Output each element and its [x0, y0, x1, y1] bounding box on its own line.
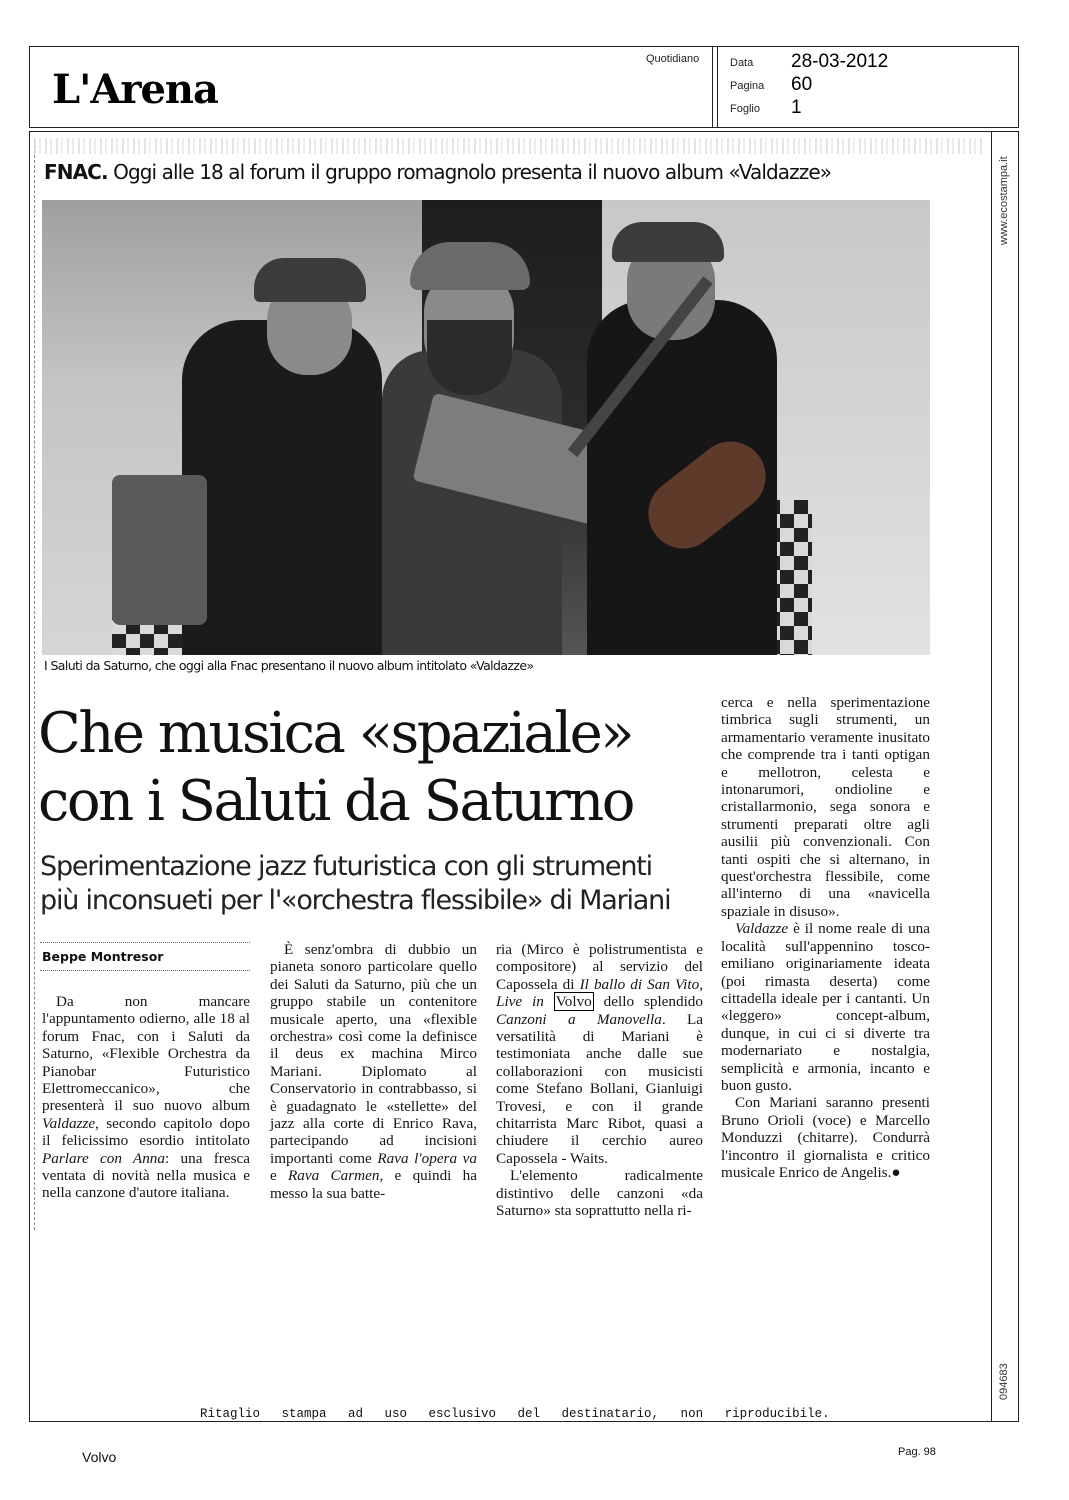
cap — [410, 242, 530, 290]
hat — [612, 222, 724, 262]
beard — [427, 320, 512, 395]
headline-line: Che musica «spaziale» — [38, 701, 633, 766]
paragraph: ria (Mirco è polistrumentista e compositore) al servizio del Capossela di Il ballo di San Vito, Live in Volvo dello splendido Canzoni a Manovella. La versatilità di Mariani è testimoniata anche dalle sue collaborazioni con musicisti come Stefano Bollani, Gianluigi Trovesi, e con il grande chitarrista Marc Ribot, quasi a chiudere il cerchio aureo Capossela - Waits. — [496, 941, 703, 1167]
kicker-tag: FNAC. — [44, 160, 108, 184]
side-strip — [992, 131, 1019, 1422]
article-subhead — [40, 850, 670, 918]
byline-divider — [40, 970, 250, 971]
meta-label-date: Data — [730, 57, 754, 69]
article-column-3 — [496, 941, 703, 1220]
suitcase — [112, 475, 207, 625]
paragraph: L'elemento radicalmente distintivo delle canzoni «da Saturno» sta soprattutto nella ri- — [496, 1167, 703, 1220]
end-mark: ● — [891, 1163, 901, 1181]
band-photo — [42, 200, 930, 655]
article-headline — [38, 700, 633, 836]
meta-label-sheet: Foglio — [730, 103, 760, 115]
musician-left — [182, 320, 382, 655]
scan-margin — [34, 140, 35, 1230]
copyright-notice: Ritaglio stampa ad uso esclusivo del destinatario, non riproducibile. — [200, 1407, 830, 1421]
article-kicker — [44, 160, 831, 184]
scan-noise — [34, 138, 984, 154]
subhead-line: Sperimentazione jazz futuristica con gli strumenti — [40, 851, 652, 882]
header-divider — [712, 46, 713, 128]
subhead-line: più inconsueti per l'«orchestra flessibile» di Mariani — [40, 885, 671, 916]
article-column-2 — [270, 941, 477, 1202]
meta-value-page: 60 — [791, 74, 813, 95]
header-divider — [717, 46, 718, 128]
client-name: Volvo — [82, 1449, 117, 1465]
paragraph: È senz'ombra di dubbio un pianeta sonoro particolare quello dei Saluti da Saturno, più che un gruppo stabile un contenitore musicale aperto, una «flexible orchestra» così come la definisce il deus ex machina Mirco Mariani. Diplomato al Conservatorio in contrabbasso, si è guadagnato le «stellette» del jazz alla corte di Enrico Rava, partecipando ad incisioni importanti come Rava l'opera va e Rava Carmen, e quindi ha messo la sua batte- — [270, 941, 477, 1202]
article-byline: Beppe Montresor — [42, 949, 164, 964]
kicker-text: Oggi alle 18 al forum il gruppo romagnolo presenta il nuovo album «Valdazze» — [107, 160, 832, 184]
source-url: www.ecostampa.it — [998, 156, 1010, 245]
photo-caption: I Saluti da Saturno, che oggi alla Fnac presentano il nuovo album intitolato «Valdazze» — [44, 658, 534, 673]
meta-value-sheet: 1 — [791, 97, 802, 118]
meta-value-date: 28-03-2012 — [791, 51, 889, 72]
paragraph: Con Mariani saranno presenti Bruno Orioli (voce) e Marcello Monduzzi (chitarre). Condurrà l'incontro il giornalista e critico musicale Enrico de Angelis.● — [721, 1094, 930, 1181]
paragraph: Valdazze è il nome reale di una località sull'appennino tosco-emiliano originariamente ideata (poi rimasta deserta) come cittadella ideale per i cantanti. Un «leggero» concept-album, dunque, in cui ci si diverte tra modernariato e nostalgia, semplicità e armonia, incanto e buon gusto. — [721, 920, 930, 1094]
clip-code: 094683 — [998, 1363, 1010, 1400]
paragraph: cerca e nella sperimentazione timbrica sugli strumenti, un armamentario veramente inusitato che comprende tra i tanti optigan e mellotron, celesta e intonarumori, ondioline e cristallarmonio, sega sonora e strumenti preparati oltre agli ausilii più convenzionali. Con tanti ospiti che si alternano, in quest'orchestra flessibile, come all'interno di una «navicella spaziale in disuso». — [721, 694, 930, 920]
meta-label-page: Pagina — [730, 80, 765, 92]
byline-divider — [40, 942, 250, 943]
newspaper-masthead: L'Arena — [52, 66, 218, 113]
headline-line: con i Saluti da Saturno — [38, 769, 634, 834]
article-column-1 — [42, 993, 250, 1202]
highlighted-brand: Volvo — [555, 993, 592, 1011]
publication-type: Quotidiano — [646, 53, 700, 65]
paragraph: Da non mancare l'appuntamento odierno, alle 18 al forum Fnac, con i Saluti da Saturno, «Flexible Orchestra da Pianobar Futuristico Elettromeccanico», che presenterà il suo nuovo album Valdazze, secondo capitolo dopo il felicissimo esordio intitolato Parlare con Anna: una fresca ventata di novità nella musica e nella canzone d'autore italiana. — [42, 993, 250, 1202]
hat — [254, 258, 366, 302]
page-number: Pag. 98 — [898, 1446, 936, 1458]
article-column-4 — [721, 694, 930, 1181]
